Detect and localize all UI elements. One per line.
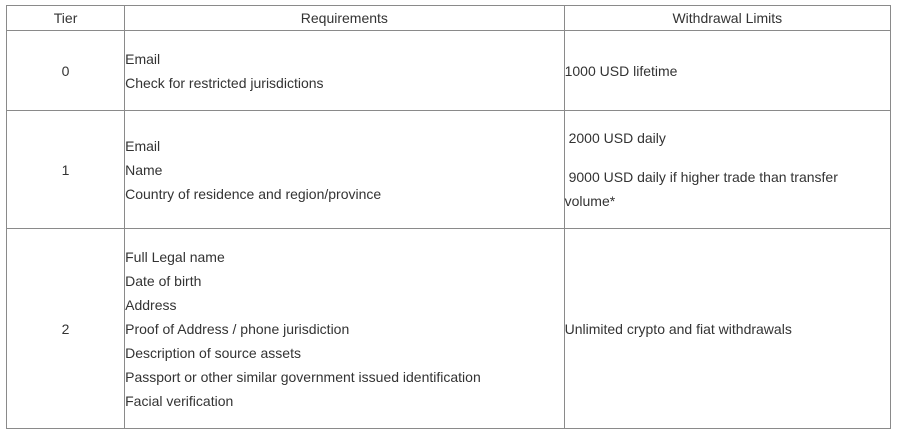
requirement-item: Name (125, 161, 163, 178)
requirement-item: Address (125, 296, 177, 313)
spacer (565, 150, 890, 165)
requirement-item: Full Legal name (125, 248, 225, 265)
requirement-item: Country of residence and region/province (125, 185, 382, 202)
requirement-item: Description of source assets (125, 344, 301, 361)
tier-cell: 0 (7, 31, 125, 111)
requirement-item: Email (125, 50, 161, 67)
limits-cell (564, 31, 890, 111)
requirements-cell (125, 229, 564, 429)
tier-table (6, 5, 891, 429)
requirement-item: Check for restricted jurisdictions (125, 74, 324, 91)
requirement-item: Email (125, 137, 161, 154)
limit-item: 1000 USD lifetime (564, 62, 678, 79)
table-row (7, 31, 891, 111)
limit-item: 2000 USD daily (568, 130, 666, 146)
tier-cell: 1 (7, 111, 125, 229)
table-header-row (7, 6, 891, 31)
limits-cell (564, 229, 890, 429)
limits-cell (564, 111, 890, 229)
requirement-item: Proof of Address / phone jurisdiction (125, 320, 350, 337)
requirements-cell (125, 31, 564, 111)
table-row (7, 111, 891, 229)
requirement-item: Passport or other similar government issued identification (125, 368, 481, 385)
requirement-item: Date of birth (125, 272, 202, 289)
requirement-item: Facial verification (125, 392, 234, 409)
limit-item: 9000 USD daily if higher trade than transfer (568, 169, 838, 185)
tier-cell: 2 (7, 229, 125, 429)
header-tier: Tier (7, 6, 125, 31)
limit-item: volume* (564, 193, 616, 209)
table-row (7, 229, 891, 429)
requirements-cell (125, 111, 564, 229)
header-requirements: Requirements (125, 6, 564, 31)
header-withdrawal-limits: Withdrawal Limits (564, 6, 890, 31)
limit-item: Unlimited crypto and fiat withdrawals (564, 320, 792, 337)
